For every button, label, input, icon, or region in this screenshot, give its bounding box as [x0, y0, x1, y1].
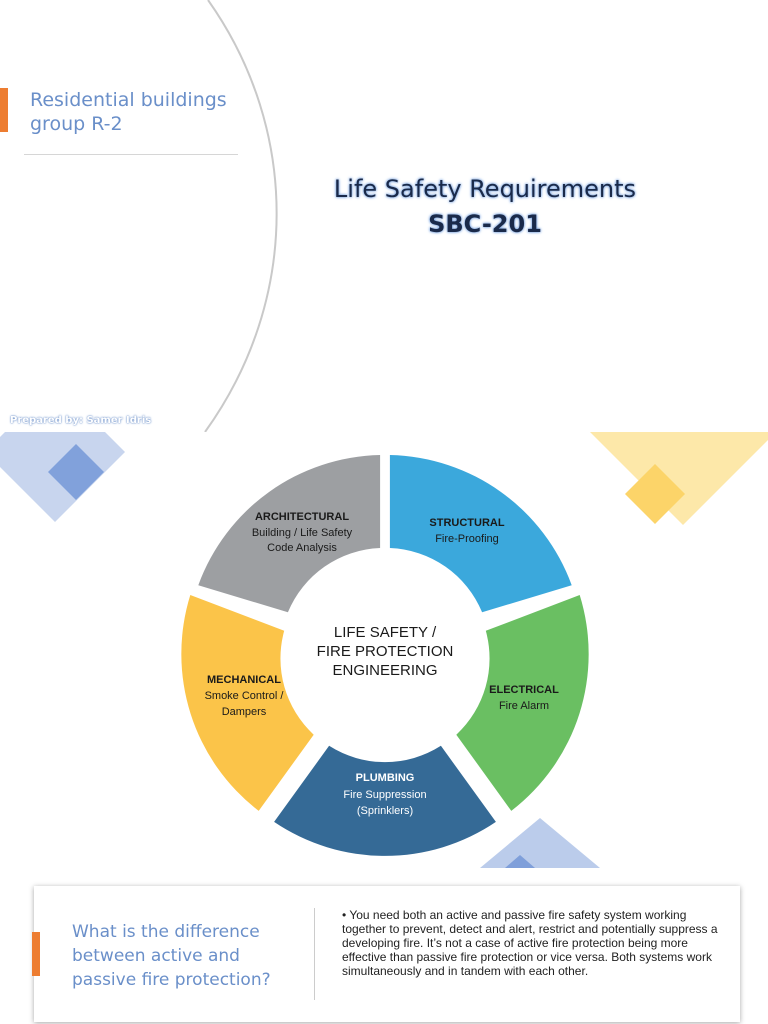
label-architectural-line1: Building / Life Safety	[251, 527, 353, 539]
fire-protection-wheel	[0, 432, 768, 868]
accent-bar	[0, 88, 8, 132]
center-line-3: ENGINEERING	[332, 662, 438, 679]
title-line-1: Life Safety Requirements	[333, 175, 637, 203]
label-architectural-title: ARCHITECTURAL	[254, 511, 350, 523]
question-slide	[0, 868, 768, 1024]
accent-bar	[32, 932, 40, 976]
slide-subtitle: Residential buildings group R-2	[30, 89, 227, 135]
center-line-2: FIRE PROTECTION	[316, 643, 454, 660]
title-slide	[0, 0, 768, 432]
diagram-slide	[0, 432, 768, 868]
decor-diamonds-right	[590, 432, 768, 525]
label-structural-line1: Fire-Proofing	[435, 533, 499, 545]
label-electrical-title: ELECTRICAL	[489, 684, 559, 696]
label-plumbing-line1: Fire Suppression	[343, 789, 427, 801]
decor-diamonds-bottom	[480, 818, 600, 868]
page-title	[290, 172, 680, 242]
author-credit: Prepared by: Samer Idris	[10, 415, 152, 426]
label-electrical-line1: Fire Alarm	[498, 700, 550, 712]
decor-diamonds-left	[0, 432, 125, 522]
label-mechanical-line1: Smoke Control /	[204, 690, 284, 702]
label-mechanical-title: MECHANICAL	[207, 674, 281, 686]
answer-text: • You need both an active and passive fire safety system working together to prevent, detect and alert, restrict and potentially suppress a developing fire. It’s not a case of active fire protection being more effective than passive fire protection or vice versa. Both systems work simultaneously and in tandem with each other.	[342, 908, 718, 978]
label-plumbing-title: PLUMBING	[355, 772, 415, 784]
label-structural-title: STRUCTURAL	[429, 517, 505, 529]
label-plumbing-line2: (Sprinklers)	[356, 805, 414, 817]
question-heading: What is the difference between active and passive fire protection?	[72, 922, 271, 990]
curved-divider	[0, 0, 300, 432]
divider-rule	[24, 154, 238, 155]
vertical-divider	[314, 908, 315, 1000]
label-architectural-line2: Code Analysis	[267, 542, 337, 554]
label-mechanical-line2: Dampers	[221, 706, 267, 718]
title-line-2: SBC-201	[428, 210, 542, 238]
center-line-1: LIFE SAFETY /	[333, 624, 437, 641]
